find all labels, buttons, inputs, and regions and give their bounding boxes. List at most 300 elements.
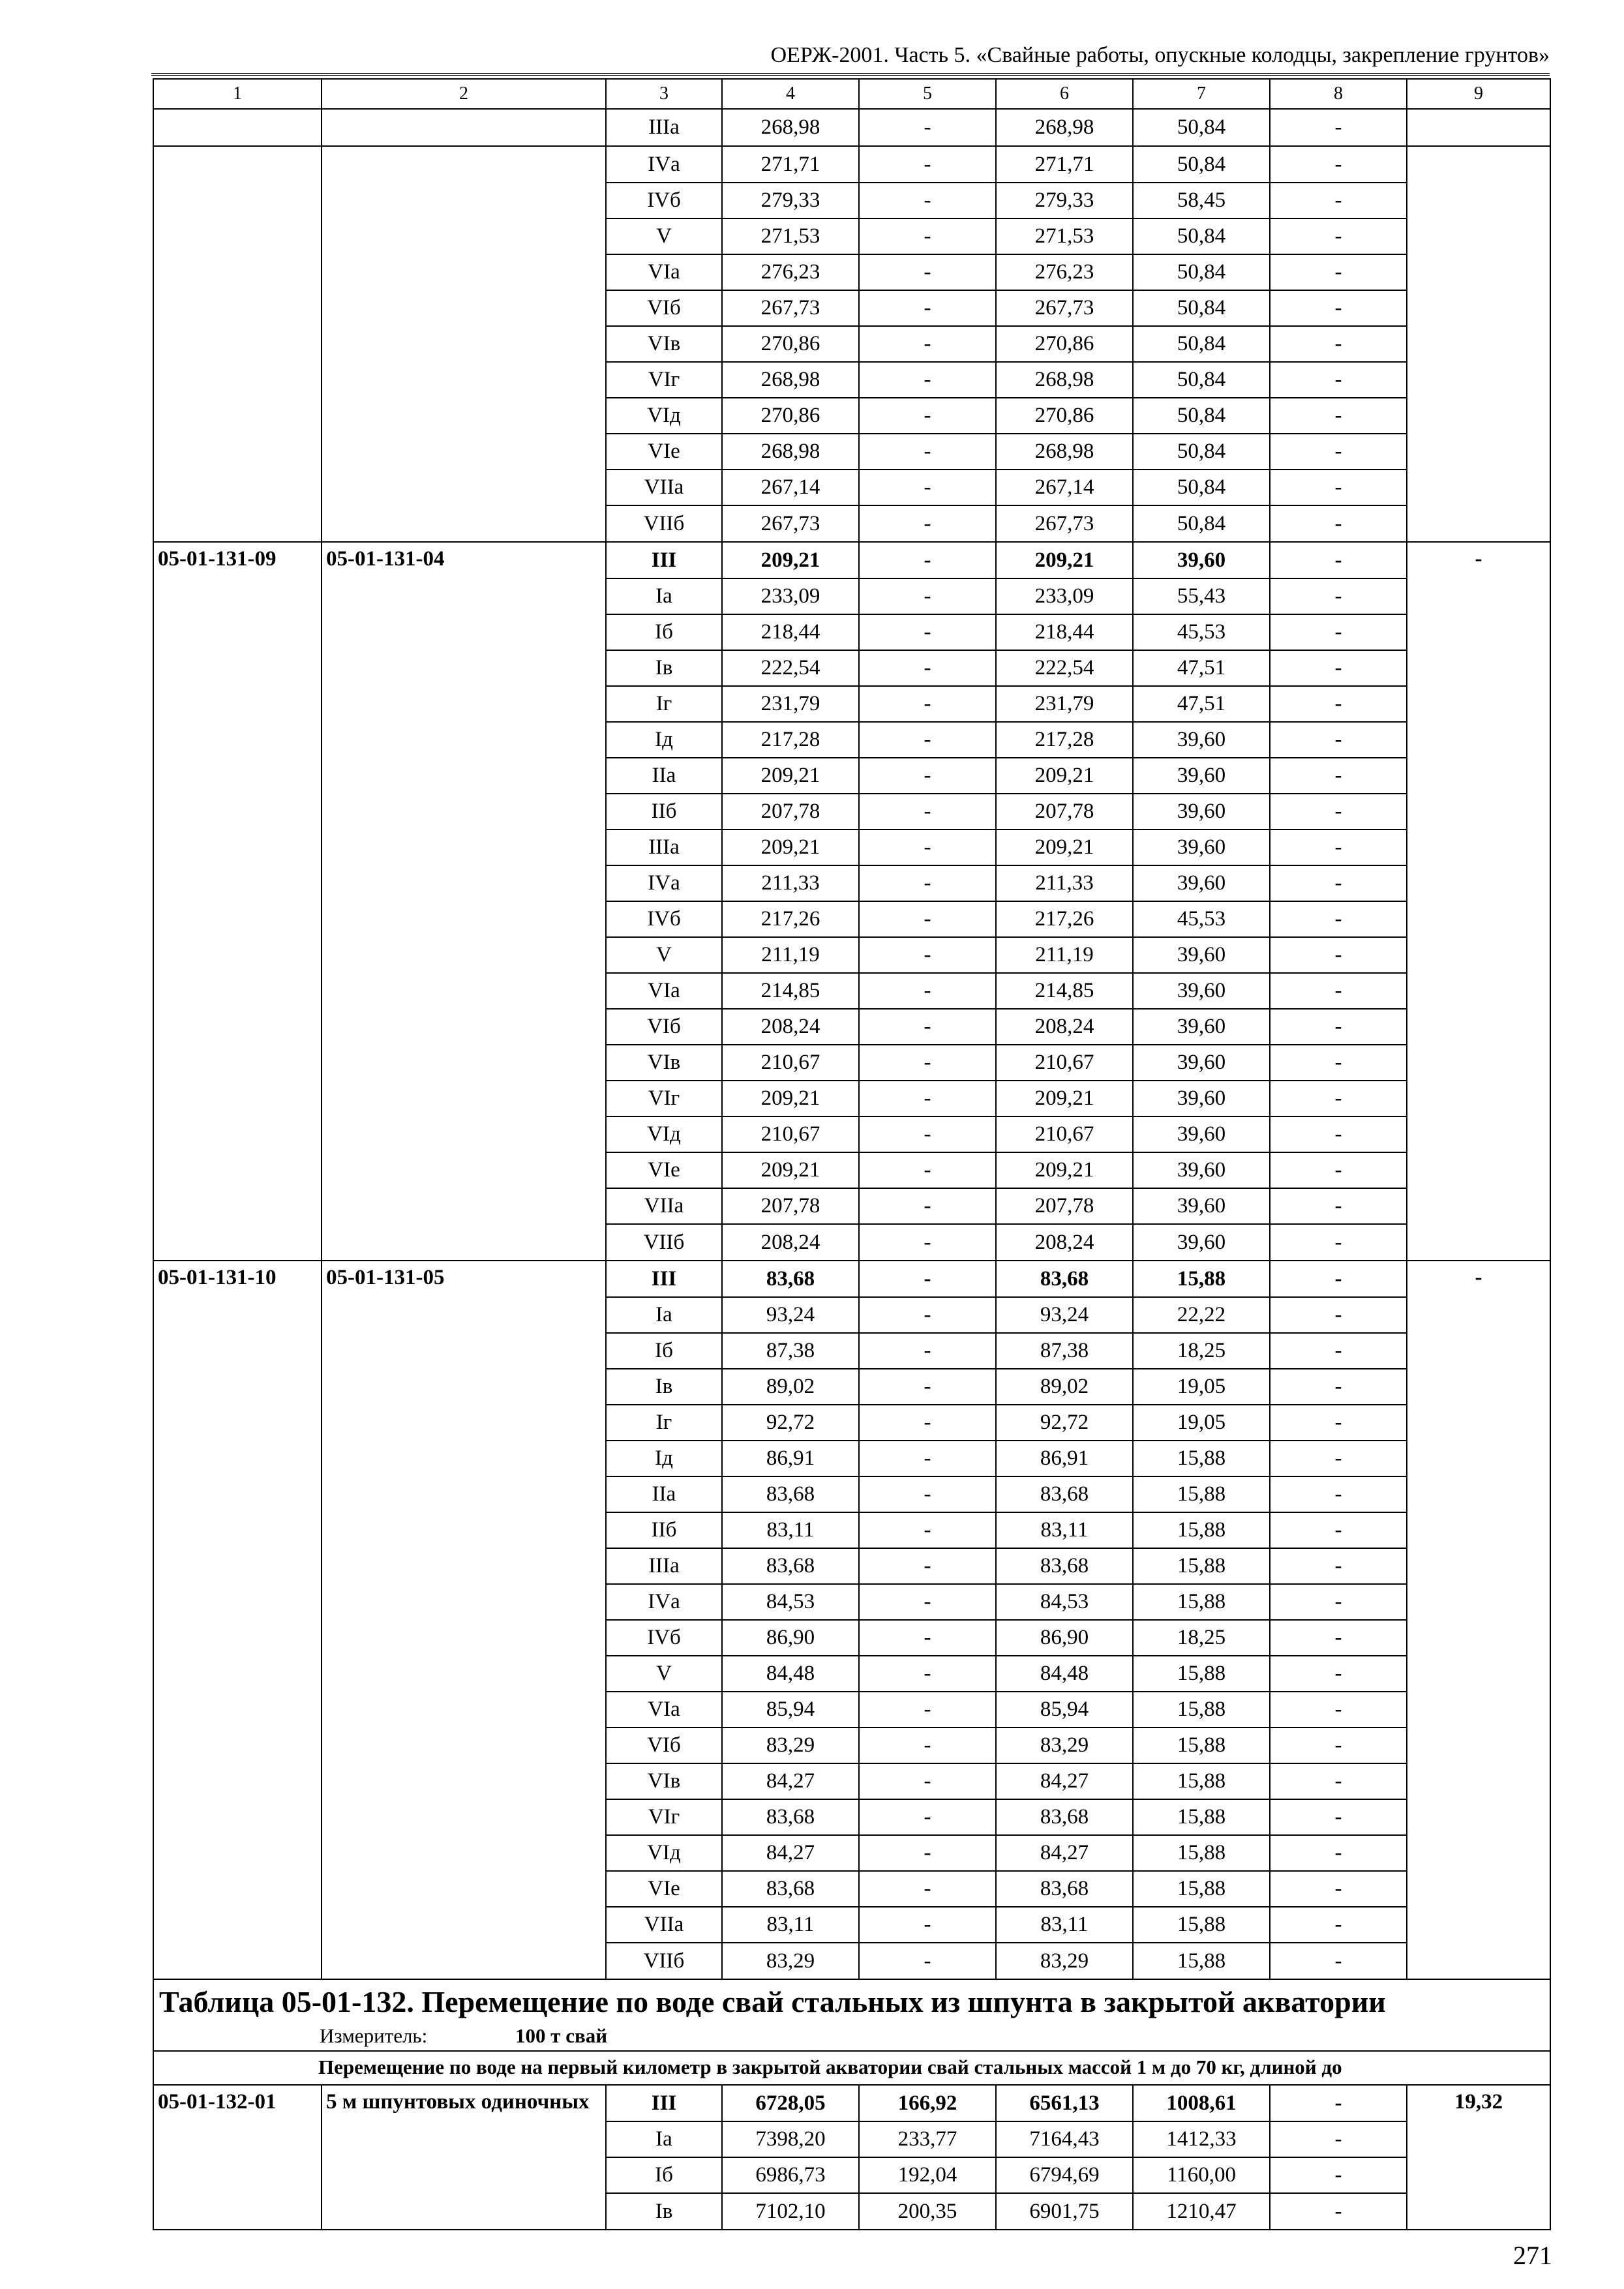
table-row	[153, 1620, 1550, 1656]
base-cell	[322, 434, 606, 470]
value-cell: -	[1270, 1763, 1407, 1799]
value-cell: -	[1270, 830, 1407, 865]
col9-cell	[1407, 830, 1550, 865]
code-cell	[153, 1045, 322, 1081]
value-cell: 15,88	[1133, 1907, 1270, 1943]
table-row	[153, 146, 1550, 183]
table-row	[153, 650, 1550, 686]
col9-cell	[1407, 146, 1550, 183]
value-cell: IIIа	[606, 830, 722, 865]
value-cell: 93,24	[996, 1297, 1133, 1333]
base-cell	[322, 1081, 606, 1116]
value-cell: -	[1270, 614, 1407, 650]
value-cell: -	[1270, 470, 1407, 505]
value-cell: -	[859, 1009, 996, 1045]
value-cell: VIг	[606, 1081, 722, 1116]
value-cell: -	[859, 470, 996, 505]
value-cell: 86,91	[722, 1441, 859, 1476]
table-row	[153, 1656, 1550, 1692]
value-cell: -	[859, 1907, 996, 1943]
value-cell: 209,21	[722, 1081, 859, 1116]
code-cell	[153, 1835, 322, 1871]
table-row	[153, 1045, 1550, 1081]
value-cell: -	[1270, 1907, 1407, 1943]
code-cell	[153, 1081, 322, 1116]
base-cell: 05-01-131-04	[322, 542, 606, 578]
base-cell	[322, 722, 606, 758]
value-cell: -	[1270, 2193, 1407, 2230]
table-row	[153, 1871, 1550, 1907]
value-cell: 87,38	[722, 1333, 859, 1369]
value-cell: -	[859, 1548, 996, 1584]
value-cell: 92,72	[722, 1405, 859, 1441]
value-cell: -	[1270, 1369, 1407, 1405]
base-cell	[322, 1476, 606, 1512]
col9-cell	[1407, 1369, 1550, 1405]
value-cell: 50,84	[1133, 326, 1270, 362]
base-cell	[322, 1441, 606, 1476]
value-cell: 7164,43	[996, 2121, 1133, 2157]
base-cell	[322, 254, 606, 290]
base-cell	[322, 1297, 606, 1333]
value-cell: III	[606, 1261, 722, 1297]
value-cell: 39,60	[1133, 1188, 1270, 1224]
value-cell: 1412,33	[1133, 2121, 1270, 2157]
column-number-row	[153, 79, 1550, 109]
table-row	[153, 1369, 1550, 1405]
value-cell: VIв	[606, 326, 722, 362]
code-cell: 05-01-132-01	[153, 2085, 322, 2121]
table-row	[153, 1152, 1550, 1188]
value-cell: -	[1270, 1188, 1407, 1224]
col9-cell	[1407, 1799, 1550, 1835]
value-cell: -	[859, 901, 996, 937]
base-cell	[322, 1728, 606, 1763]
value-cell: 211,19	[996, 937, 1133, 973]
code-cell	[153, 1297, 322, 1333]
code-cell	[153, 326, 322, 362]
value-cell: 233,09	[722, 578, 859, 614]
value-cell: Iа	[606, 578, 722, 614]
value-cell: -	[1270, 362, 1407, 398]
code-cell	[153, 1152, 322, 1188]
value-cell: 50,84	[1133, 434, 1270, 470]
col9-cell	[1407, 758, 1550, 794]
table-row	[153, 2121, 1550, 2157]
value-cell: -	[1270, 1799, 1407, 1835]
table-row	[153, 1692, 1550, 1728]
value-cell: 231,79	[722, 686, 859, 722]
value-cell: Iв	[606, 1369, 722, 1405]
value-cell: 200,35	[859, 2193, 996, 2230]
code-cell	[153, 794, 322, 830]
value-cell: 15,88	[1133, 1584, 1270, 1620]
table-row	[153, 1548, 1550, 1584]
value-cell: 209,21	[722, 542, 859, 578]
value-cell: 233,09	[996, 578, 1133, 614]
value-cell: VIе	[606, 434, 722, 470]
value-cell: 50,84	[1133, 290, 1270, 326]
table-row	[153, 109, 1550, 146]
value-cell: Iв	[606, 650, 722, 686]
code-cell	[153, 183, 322, 218]
value-cell: 15,88	[1133, 1871, 1270, 1907]
value-cell: 6728,05	[722, 2085, 859, 2121]
code-cell	[153, 1548, 322, 1584]
code-cell	[153, 1584, 322, 1620]
value-cell: 267,73	[996, 290, 1133, 326]
value-cell: 39,60	[1133, 542, 1270, 578]
col9-cell	[1407, 1152, 1550, 1188]
code-cell	[153, 1907, 322, 1943]
col9-cell	[1407, 254, 1550, 290]
value-cell: -	[1270, 434, 1407, 470]
table-row	[153, 686, 1550, 722]
value-cell: -	[859, 362, 996, 398]
value-cell: 39,60	[1133, 1045, 1270, 1081]
col9-cell	[1407, 1907, 1550, 1943]
code-cell	[153, 2157, 322, 2193]
value-cell: IIб	[606, 794, 722, 830]
base-cell	[322, 1656, 606, 1692]
value-cell: -	[1270, 865, 1407, 901]
value-cell: 268,98	[722, 434, 859, 470]
value-cell: -	[1270, 218, 1407, 254]
code-cell	[153, 758, 322, 794]
base-cell	[322, 830, 606, 865]
value-cell: -	[859, 146, 996, 183]
value-cell: -	[1270, 2157, 1407, 2193]
value-cell: 15,88	[1133, 1261, 1270, 1297]
value-cell: -	[859, 1045, 996, 1081]
value-cell: 217,28	[996, 722, 1133, 758]
code-cell	[153, 290, 322, 326]
value-cell: V	[606, 1656, 722, 1692]
value-cell: VIе	[606, 1152, 722, 1188]
value-cell: 267,73	[722, 290, 859, 326]
table-row	[153, 937, 1550, 973]
value-cell: Iг	[606, 686, 722, 722]
code-cell	[153, 1692, 322, 1728]
column-number: 8	[1270, 79, 1407, 109]
table-row	[153, 1405, 1550, 1441]
value-cell: -	[859, 254, 996, 290]
code-cell	[153, 1224, 322, 1261]
value-cell: Iд	[606, 722, 722, 758]
value-cell: -	[859, 686, 996, 722]
value-cell: 6986,73	[722, 2157, 859, 2193]
description-row	[153, 2051, 1550, 2085]
value-cell: 207,78	[996, 1188, 1133, 1224]
value-cell: 214,85	[996, 973, 1133, 1009]
value-cell: -	[859, 398, 996, 434]
col9-cell	[1407, 109, 1550, 146]
value-cell: -	[1270, 254, 1407, 290]
col9-cell	[1407, 650, 1550, 686]
table-title-cell	[153, 1979, 1550, 2051]
value-cell: 83,68	[722, 1871, 859, 1907]
value-cell: 208,24	[996, 1224, 1133, 1261]
value-cell: IIб	[606, 1512, 722, 1548]
value-cell: 85,94	[996, 1692, 1133, 1728]
code-cell	[153, 614, 322, 650]
code-cell	[153, 1441, 322, 1476]
value-cell: 271,71	[996, 146, 1133, 183]
value-cell: 83,68	[722, 1261, 859, 1297]
value-cell: -	[1270, 758, 1407, 794]
value-cell: 47,51	[1133, 650, 1270, 686]
base-cell: 05-01-131-05	[322, 1261, 606, 1297]
col9-cell	[1407, 686, 1550, 722]
value-cell: 270,86	[996, 326, 1133, 362]
code-cell: 05-01-131-10	[153, 1261, 322, 1297]
value-cell: -	[859, 542, 996, 578]
base-cell	[322, 1512, 606, 1548]
value-cell: 18,25	[1133, 1620, 1270, 1656]
column-number: 2	[322, 79, 606, 109]
base-cell	[322, 1835, 606, 1871]
col9-cell	[1407, 1548, 1550, 1584]
col9-cell	[1407, 362, 1550, 398]
col9-cell	[1407, 794, 1550, 830]
value-cell: -	[1270, 1656, 1407, 1692]
base-cell	[322, 1009, 606, 1045]
col9-cell	[1407, 1656, 1550, 1692]
value-cell: 93,24	[722, 1297, 859, 1333]
value-cell: 84,53	[722, 1584, 859, 1620]
col9-cell	[1407, 1116, 1550, 1152]
value-cell: 83,68	[996, 1476, 1133, 1512]
base-cell: 5 м шпунтовых одиночных	[322, 2085, 606, 2121]
value-cell: 89,02	[722, 1369, 859, 1405]
value-cell: -	[1270, 650, 1407, 686]
value-cell: 15,88	[1133, 1512, 1270, 1548]
value-cell: 84,48	[996, 1656, 1133, 1692]
value-cell: -	[1270, 1835, 1407, 1871]
meter-line	[159, 2022, 1550, 2050]
base-cell	[322, 362, 606, 398]
value-cell: 207,78	[722, 794, 859, 830]
code-cell	[153, 109, 322, 146]
value-cell: -	[859, 434, 996, 470]
value-cell: VIа	[606, 1692, 722, 1728]
value-cell: -	[1270, 686, 1407, 722]
value-cell: 7398,20	[722, 2121, 859, 2157]
base-cell	[322, 1692, 606, 1728]
value-cell: 208,24	[722, 1009, 859, 1045]
value-cell: -	[859, 1405, 996, 1441]
value-cell: -	[859, 973, 996, 1009]
value-cell: 1160,00	[1133, 2157, 1270, 2193]
table-row	[153, 901, 1550, 937]
column-number: 5	[859, 79, 996, 109]
value-cell: 268,98	[996, 434, 1133, 470]
value-cell: VIв	[606, 1763, 722, 1799]
base-cell	[322, 1907, 606, 1943]
value-cell: 267,14	[722, 470, 859, 505]
value-cell: 209,21	[996, 830, 1133, 865]
value-cell: VIд	[606, 1116, 722, 1152]
value-cell: VIг	[606, 1799, 722, 1835]
value-cell: Iб	[606, 2157, 722, 2193]
col9-cell	[1407, 1081, 1550, 1116]
table-row	[153, 758, 1550, 794]
value-cell: 39,60	[1133, 758, 1270, 794]
value-cell: 83,29	[722, 1943, 859, 1979]
col9-cell	[1407, 218, 1550, 254]
value-cell: -	[859, 1512, 996, 1548]
code-cell	[153, 1799, 322, 1835]
base-cell	[322, 1763, 606, 1799]
column-number: 4	[722, 79, 859, 109]
table-row	[153, 722, 1550, 758]
col9-cell	[1407, 470, 1550, 505]
column-number: 3	[606, 79, 722, 109]
value-cell: 86,91	[996, 1441, 1133, 1476]
value-cell: VIа	[606, 254, 722, 290]
table-row	[153, 1009, 1550, 1045]
base-cell	[322, 686, 606, 722]
base-cell	[322, 973, 606, 1009]
table-row	[153, 1116, 1550, 1152]
value-cell: 218,44	[996, 614, 1133, 650]
value-cell: 209,21	[996, 1152, 1133, 1188]
value-cell: -	[1270, 1333, 1407, 1369]
col9-cell: 19,32	[1407, 2085, 1550, 2121]
code-cell	[153, 1333, 322, 1369]
value-cell: 209,21	[722, 830, 859, 865]
col9-cell	[1407, 1728, 1550, 1763]
value-cell: -	[859, 578, 996, 614]
value-cell: 217,28	[722, 722, 859, 758]
value-cell: 55,43	[1133, 578, 1270, 614]
value-cell: 207,78	[996, 794, 1133, 830]
value-cell: 83,11	[722, 1907, 859, 1943]
value-cell: IIIа	[606, 1548, 722, 1584]
value-cell: -	[859, 1943, 996, 1979]
value-cell: 83,68	[996, 1548, 1133, 1584]
value-cell: VIб	[606, 1728, 722, 1763]
value-cell: 267,73	[996, 505, 1133, 542]
col9-cell	[1407, 326, 1550, 362]
base-cell	[322, 1799, 606, 1835]
code-cell	[153, 1009, 322, 1045]
value-cell: 208,24	[996, 1009, 1133, 1045]
value-cell: 209,21	[996, 542, 1133, 578]
value-cell: -	[859, 1224, 996, 1261]
value-cell: -	[859, 1728, 996, 1763]
table-row	[153, 326, 1550, 362]
value-cell: 268,98	[722, 109, 859, 146]
value-cell: 217,26	[722, 901, 859, 937]
value-cell: 18,25	[1133, 1333, 1270, 1369]
col9-cell	[1407, 1871, 1550, 1907]
table-row	[153, 1584, 1550, 1620]
value-cell: -	[1270, 1297, 1407, 1333]
value-cell: 39,60	[1133, 1009, 1270, 1045]
value-cell: -	[859, 614, 996, 650]
value-cell: -	[859, 1261, 996, 1297]
col9-cell	[1407, 1188, 1550, 1224]
value-cell: 15,88	[1133, 1548, 1270, 1584]
value-cell: 270,86	[996, 398, 1133, 434]
running-header: ОЕРЖ-2001. Часть 5. «Свайные работы, опускные колодцы, закрепление грунтов»	[151, 38, 1550, 76]
value-cell: 50,84	[1133, 218, 1270, 254]
value-cell: -	[1270, 146, 1407, 183]
table-row	[153, 254, 1550, 290]
base-cell	[322, 1116, 606, 1152]
value-cell: 83,68	[722, 1548, 859, 1584]
value-cell: IIIа	[606, 109, 722, 146]
value-cell: 84,27	[996, 1835, 1133, 1871]
value-cell: 50,84	[1133, 254, 1270, 290]
code-cell	[153, 650, 322, 686]
value-cell: VIа	[606, 973, 722, 1009]
value-cell: 83,68	[996, 1871, 1133, 1907]
value-cell: 39,60	[1133, 1081, 1270, 1116]
value-cell: 15,88	[1133, 1692, 1270, 1728]
value-cell: 217,26	[996, 901, 1133, 937]
col9-cell	[1407, 1297, 1550, 1333]
col9-cell	[1407, 2157, 1550, 2193]
value-cell: 209,21	[722, 758, 859, 794]
value-cell: 84,53	[996, 1584, 1133, 1620]
base-cell	[322, 290, 606, 326]
code-cell	[153, 362, 322, 398]
value-cell: 276,23	[722, 254, 859, 290]
table-row	[153, 290, 1550, 326]
code-cell	[153, 1620, 322, 1656]
code-cell	[153, 937, 322, 973]
value-cell: IVа	[606, 146, 722, 183]
value-cell: VIIа	[606, 1188, 722, 1224]
table-row	[153, 1476, 1550, 1512]
col9-cell	[1407, 901, 1550, 937]
col9-cell	[1407, 1512, 1550, 1548]
value-cell: IVб	[606, 1620, 722, 1656]
value-cell: 83,68	[722, 1799, 859, 1835]
value-cell: -	[859, 1476, 996, 1512]
code-cell	[153, 2121, 322, 2157]
value-cell: 19,05	[1133, 1369, 1270, 1405]
value-cell: VIв	[606, 1045, 722, 1081]
value-cell: -	[859, 1188, 996, 1224]
value-cell: -	[859, 1835, 996, 1871]
value-cell: VIIб	[606, 1224, 722, 1261]
base-cell	[322, 578, 606, 614]
value-cell: IVа	[606, 1584, 722, 1620]
code-cell	[153, 722, 322, 758]
col9-cell	[1407, 1441, 1550, 1476]
value-cell: 15,88	[1133, 1943, 1270, 1979]
value-cell: -	[1270, 937, 1407, 973]
value-cell: -	[859, 218, 996, 254]
value-cell: 211,33	[722, 865, 859, 901]
value-cell: -	[1270, 542, 1407, 578]
table-title: Таблица 05-01-132. Перемещение по воде свай стальных из шпунта в закрытой акватории	[159, 1985, 1386, 2018]
table-row	[153, 218, 1550, 254]
value-cell: 45,53	[1133, 614, 1270, 650]
value-cell: 1008,61	[1133, 2085, 1270, 2121]
value-cell: 209,21	[996, 1081, 1133, 1116]
table-row	[153, 398, 1550, 434]
value-cell: 15,88	[1133, 1763, 1270, 1799]
base-cell	[322, 398, 606, 434]
value-cell: -	[859, 1763, 996, 1799]
value-cell: 39,60	[1133, 794, 1270, 830]
value-cell: 209,21	[996, 758, 1133, 794]
value-cell: -	[859, 1333, 996, 1369]
